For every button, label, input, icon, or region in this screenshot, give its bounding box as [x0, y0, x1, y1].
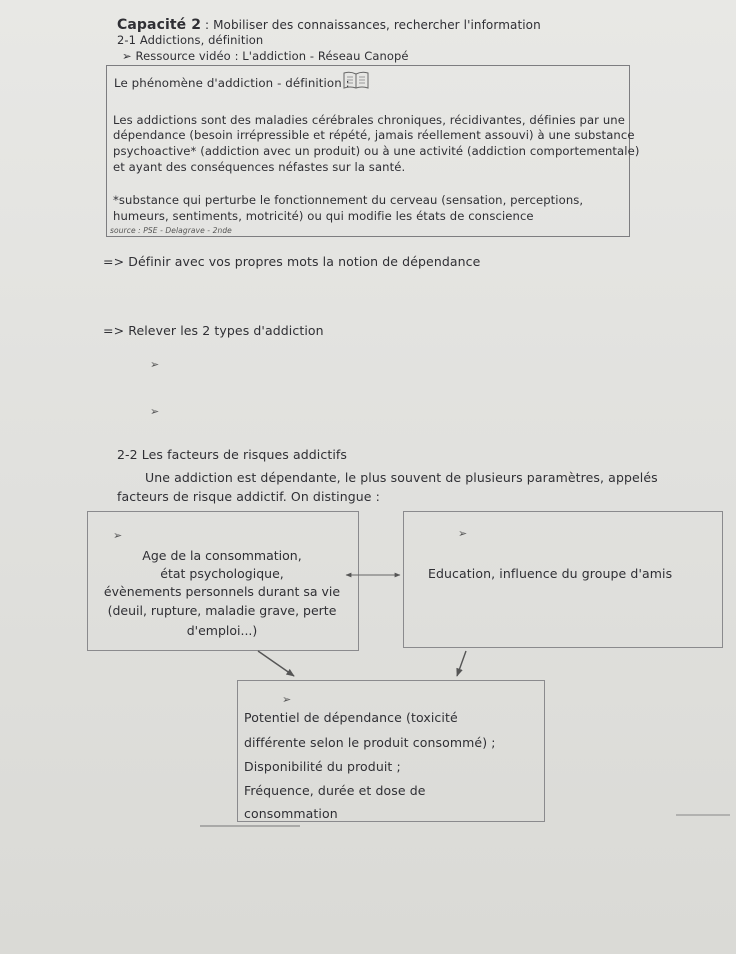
section2-intro: facteurs de risque addictif. On distingue :	[117, 489, 380, 504]
arrow-right-to-bottom	[457, 651, 466, 676]
definition-line: et ayant des conséquences néfastes sur la santé.	[113, 160, 406, 174]
bottom-box-line: Disponibilité du produit ;	[244, 759, 401, 774]
box-bullet: ➢	[458, 527, 468, 540]
left-box-line: d'emploi...)	[186, 623, 258, 638]
box-bullet: ➢	[113, 529, 123, 542]
bottom-box-line: différente selon le produit consommé) ;	[244, 735, 496, 750]
bottom-box-line: Fréquence, durée et dose de	[244, 783, 426, 798]
question-types: => Relever les 2 types d'addiction	[103, 323, 324, 338]
bottom-box-line: consommation	[244, 806, 338, 821]
left-box-line: Age de la consommation,	[142, 548, 302, 563]
left-box-line: (deuil, rupture, maladie grave, perte	[107, 603, 337, 618]
definition-line: Les addictions sont des maladies cérébrales chroniques, récidivantes, définies par une	[113, 113, 625, 127]
bottom-box-line: Potentiel de dépendance (toxicité	[244, 710, 458, 725]
capacity-text: : Mobiliser des connaissances, rechercher l'information	[201, 18, 541, 32]
footnote-line: humeurs, sentiments, motricité) ou qui modifie les états de conscience	[113, 209, 534, 223]
resource-bullet: ➢	[122, 49, 132, 63]
footnote-line: *substance qui perturbe le fonctionnement du cerveau (sensation, perceptions,	[113, 193, 584, 207]
resource-text: Ressource vidéo : L'addiction - Réseau Canopé	[135, 49, 409, 63]
section2-title: 2-2 Les facteurs de risques addictifs	[117, 447, 347, 462]
section2-intro: Une addiction est dépendante, le plus souvent de plusieurs paramètres, appelés	[145, 470, 658, 485]
definition-line: psychoactive* (addiction avec un produit) ou à une activité (addiction comportementale)	[113, 144, 640, 158]
right-box-text: Education, influence du groupe d'amis	[428, 566, 673, 581]
left-box-line: évènements personnels durant sa vie	[103, 584, 341, 599]
answer-bullet: ➢	[150, 358, 160, 371]
question-dependance: => Définir avec vos propres mots la notion de dépendance	[103, 254, 481, 269]
arrow-left-to-bottom	[258, 651, 294, 676]
answer-bullet: ➢	[150, 405, 160, 418]
left-box-line: état psychologique,	[160, 566, 284, 581]
definition-line: dépendance (besoin irrépressible et répété, jamais réellement assouvi) à une substance	[113, 128, 635, 142]
box-bullet: ➢	[282, 693, 292, 706]
capacity-label: Capacité 2	[117, 17, 202, 33]
section1-title: 2-1 Addictions, définition	[117, 33, 264, 47]
source-note: source : PSE - Delagrave - 2nde	[110, 226, 232, 235]
definition-heading: Le phénomène d'addiction - définition :	[114, 76, 350, 90]
